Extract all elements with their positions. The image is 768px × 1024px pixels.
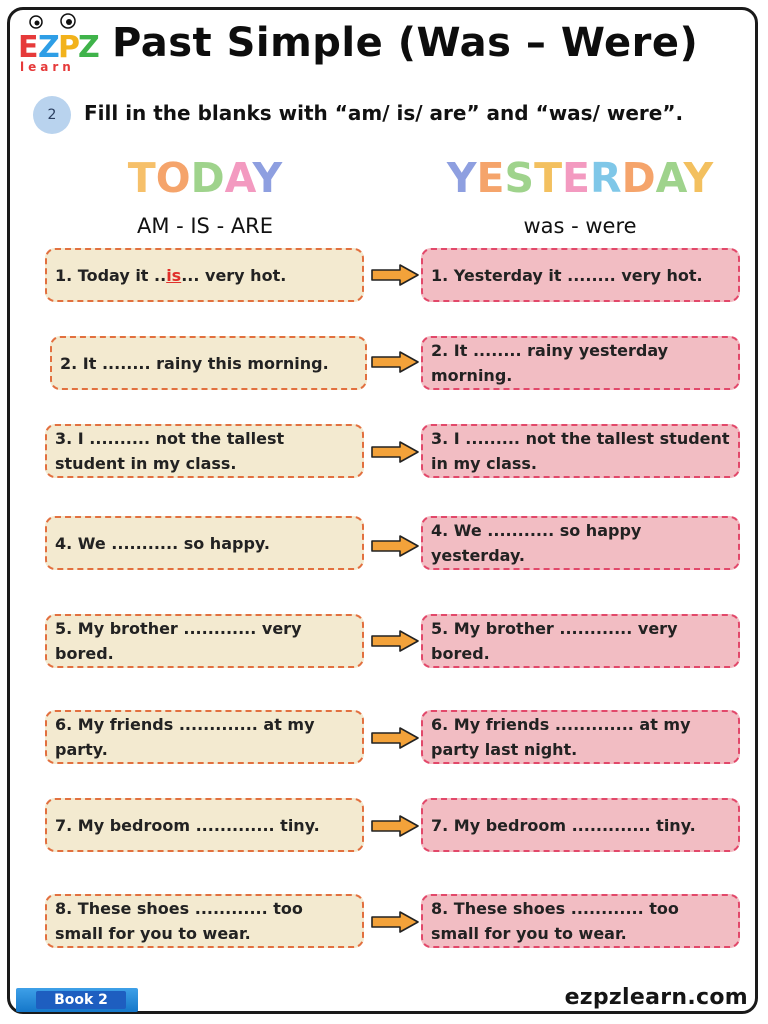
yesterday-title-letter: E <box>476 154 505 202</box>
arrow-right-icon <box>370 350 420 374</box>
today-title-letter: D <box>190 154 225 202</box>
yesterday-title-letter: Y <box>683 154 714 202</box>
sentence-1-end: ... very hot. <box>181 265 287 285</box>
exercise-number-badge: 2 <box>33 96 71 134</box>
yesterday-title <box>420 156 740 200</box>
yesterday-sentence-3[interactable]: 3. I ......... not the tallest student in my class. <box>421 424 740 478</box>
book-label-tag <box>16 988 138 1012</box>
today-column-header <box>45 156 365 238</box>
yesterday-subtitle: was - were <box>523 214 637 238</box>
arrow-right-icon <box>370 814 420 838</box>
today-title-letter: T <box>127 154 156 202</box>
arrow-right-icon <box>370 440 420 464</box>
today-sentence-2[interactable]: 2. It ........ rainy this morning. <box>50 336 367 390</box>
yesterday-sentence-1[interactable]: 1. Yesterday it ........ very hot. <box>421 248 740 302</box>
yesterday-sentence-7[interactable]: 7. My bedroom ............. tiny. <box>421 798 740 852</box>
today-sentence-5[interactable]: 5. My brother ............ very bored. <box>45 614 364 668</box>
yesterday-title-letter: A <box>655 154 684 202</box>
instruction-text: Fill in the blanks with “am/ is/ are” and “was/ were”. <box>84 101 684 125</box>
svg-text:Z: Z <box>78 30 100 65</box>
yesterday-title-letter: Y <box>446 154 477 202</box>
today-sentence-1[interactable] <box>45 248 364 302</box>
yesterday-title-letter: R <box>590 154 622 202</box>
svg-text:Z: Z <box>38 30 60 65</box>
yesterday-column-header <box>420 156 740 238</box>
yesterday-sentence-5[interactable]: 5. My brother ............ very bored. <box>421 614 740 668</box>
today-title <box>45 156 365 200</box>
today-sentence-6[interactable]: 6. My friends ............. at my party. <box>45 710 364 764</box>
arrow-right-icon <box>370 263 420 287</box>
arrow-right-icon <box>370 534 420 558</box>
arrow-right-icon <box>370 629 420 653</box>
yesterday-title-letter: T <box>534 154 563 202</box>
yesterday-sentence-4[interactable]: 4. We ........... so happy yesterday. <box>421 516 740 570</box>
arrow-right-icon <box>370 910 420 934</box>
today-title-letter: O <box>155 154 191 202</box>
svg-text:learn: learn <box>20 60 75 74</box>
today-sentence-7[interactable]: 7. My bedroom ............. tiny. <box>45 798 364 852</box>
today-sentence-4[interactable]: 4. We ........... so happy. <box>45 516 364 570</box>
ezpz-logo <box>16 12 100 74</box>
yesterday-sentence-6[interactable]: 6. My friends ............. at my party last night. <box>421 710 740 764</box>
today-sentence-8[interactable]: 8. These shoes ............ too small for you to wear. <box>45 894 364 948</box>
page-title: Past Simple (Was – Were) <box>112 20 699 66</box>
today-title-letter: Y <box>252 154 283 202</box>
today-subtitle: AM - IS - ARE <box>136 214 274 238</box>
today-sentence-3[interactable]: 3. I .......... not the tallest student in my class. <box>45 424 364 478</box>
site-url: ezpzlearn.com <box>564 985 748 1010</box>
yesterday-title-letter: S <box>504 154 535 202</box>
yesterday-title-letter: D <box>621 154 656 202</box>
svg-text:E: E <box>18 30 39 65</box>
sentence-1-start: 1. Today it .. <box>55 265 167 285</box>
arrow-right-icon <box>370 726 420 750</box>
svg-text:P: P <box>58 30 80 65</box>
today-title-letter: A <box>224 154 253 202</box>
yesterday-sentence-8[interactable]: 8. These shoes ............ too small for you to wear. <box>421 894 740 948</box>
yesterday-sentence-2[interactable]: 2. It ........ rainy yesterday morning. <box>421 336 740 390</box>
yesterday-title-letter: E <box>562 154 591 202</box>
book-label: Book 2 <box>36 991 126 1009</box>
sentence-1-answer: is <box>166 265 182 285</box>
